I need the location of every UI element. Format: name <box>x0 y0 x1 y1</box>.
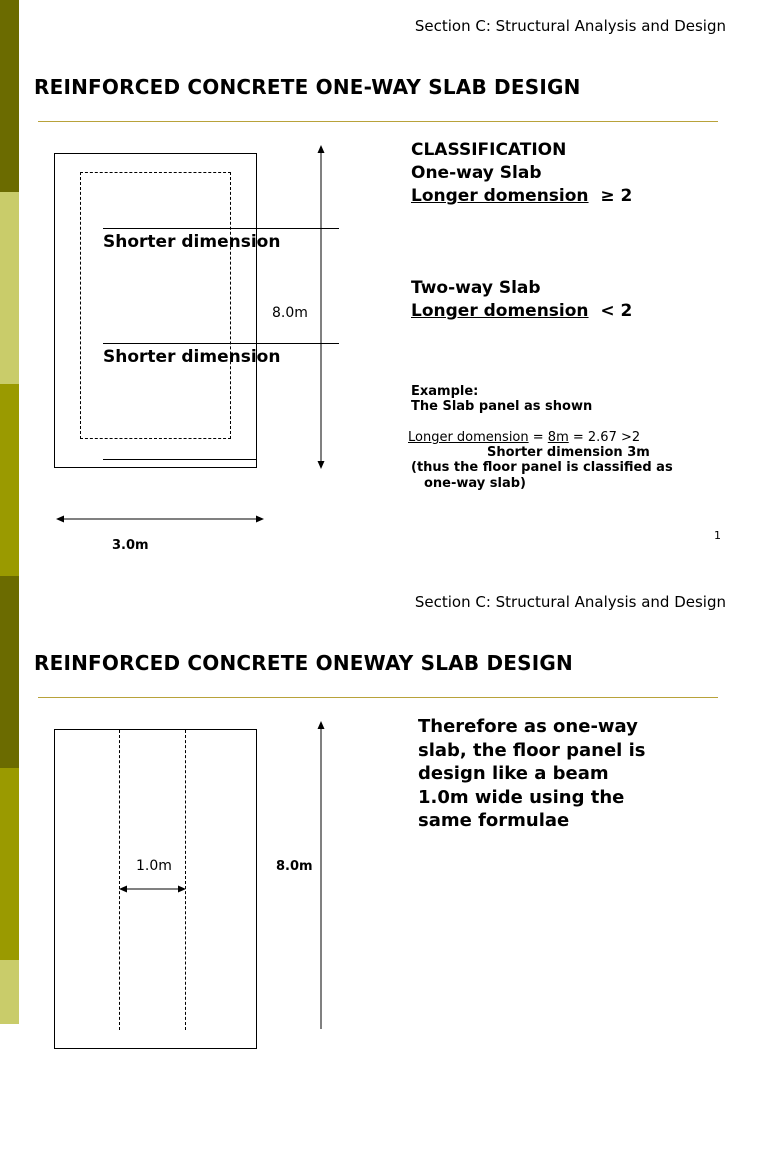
height-dimension-arrow <box>314 721 328 1031</box>
example-denominator: Shorter dimension 3m <box>487 445 650 460</box>
page-number: 1 <box>714 529 721 542</box>
section-header: Section C: Structural Analysis and Design <box>414 17 726 35</box>
formula-ratio: Longer domension <box>408 430 529 445</box>
relation: < 2 <box>600 301 633 321</box>
strip-dashed-line-right <box>185 730 186 1030</box>
ratio-label: Longer domension <box>411 301 589 321</box>
explanation-line: slab, the floor panel is <box>418 739 646 761</box>
width-dimension-arrow <box>56 512 266 526</box>
height-label: 8.0m <box>272 305 308 321</box>
section-header: Section C: Structural Analysis and Design <box>414 593 726 611</box>
ratio-label: Longer domension <box>411 186 589 206</box>
explanation-line: 1.0m wide using the <box>418 786 625 808</box>
ratio-line-top <box>103 228 339 229</box>
height-label: 8.0m <box>276 859 313 874</box>
explanation-line: design like a beam <box>418 763 609 784</box>
formula-numerator: 8m <box>547 430 569 445</box>
title-rule <box>38 697 718 698</box>
formula-result: = 2.67 >2 <box>568 430 641 445</box>
width-label: 3.0m <box>112 538 149 553</box>
ratio-line-middle <box>103 343 339 344</box>
shorter-dimension-label: Shorter dimension <box>103 347 281 367</box>
title-rule <box>38 121 718 122</box>
one-way-slab-label: One-way Slab <box>411 163 542 183</box>
slab-inner-dashed-outline <box>80 172 231 439</box>
example-note: (thus the floor panel is classified as <box>411 460 673 475</box>
two-way-criterion <box>411 301 632 321</box>
shorter-dimension-label: Shorter dimension <box>103 232 281 252</box>
example-description: The Slab panel as shown <box>411 399 593 414</box>
formula-eq: = <box>528 430 548 445</box>
slide-title: REINFORCED CONCRETE ONE-WAY SLAB DESIGN <box>34 75 581 99</box>
height-dimension-arrow <box>314 145 328 470</box>
explanation-text <box>418 715 646 833</box>
example-formula <box>408 430 640 445</box>
classification-heading: CLASSIFICATION <box>411 140 567 160</box>
explanation-line: Therefore as one-way <box>418 716 638 737</box>
two-way-slab-label: Two-way Slab <box>411 278 541 298</box>
one-way-criterion <box>411 186 632 206</box>
example-label: Example: <box>411 384 479 399</box>
example-note: one-way slab) <box>424 476 526 491</box>
strip-dashed-line-left <box>119 730 120 1030</box>
slide-2 <box>0 576 768 1152</box>
slide-title: REINFORCED CONCRETE ONEWAY SLAB DESIGN <box>34 651 573 675</box>
ratio-line-bottom <box>103 459 257 460</box>
strip-width-arrow <box>119 882 187 896</box>
explanation-line: same formulae <box>418 810 570 831</box>
strip-width-label: 1.0m <box>136 858 172 874</box>
relation: ≥ 2 <box>600 186 633 206</box>
